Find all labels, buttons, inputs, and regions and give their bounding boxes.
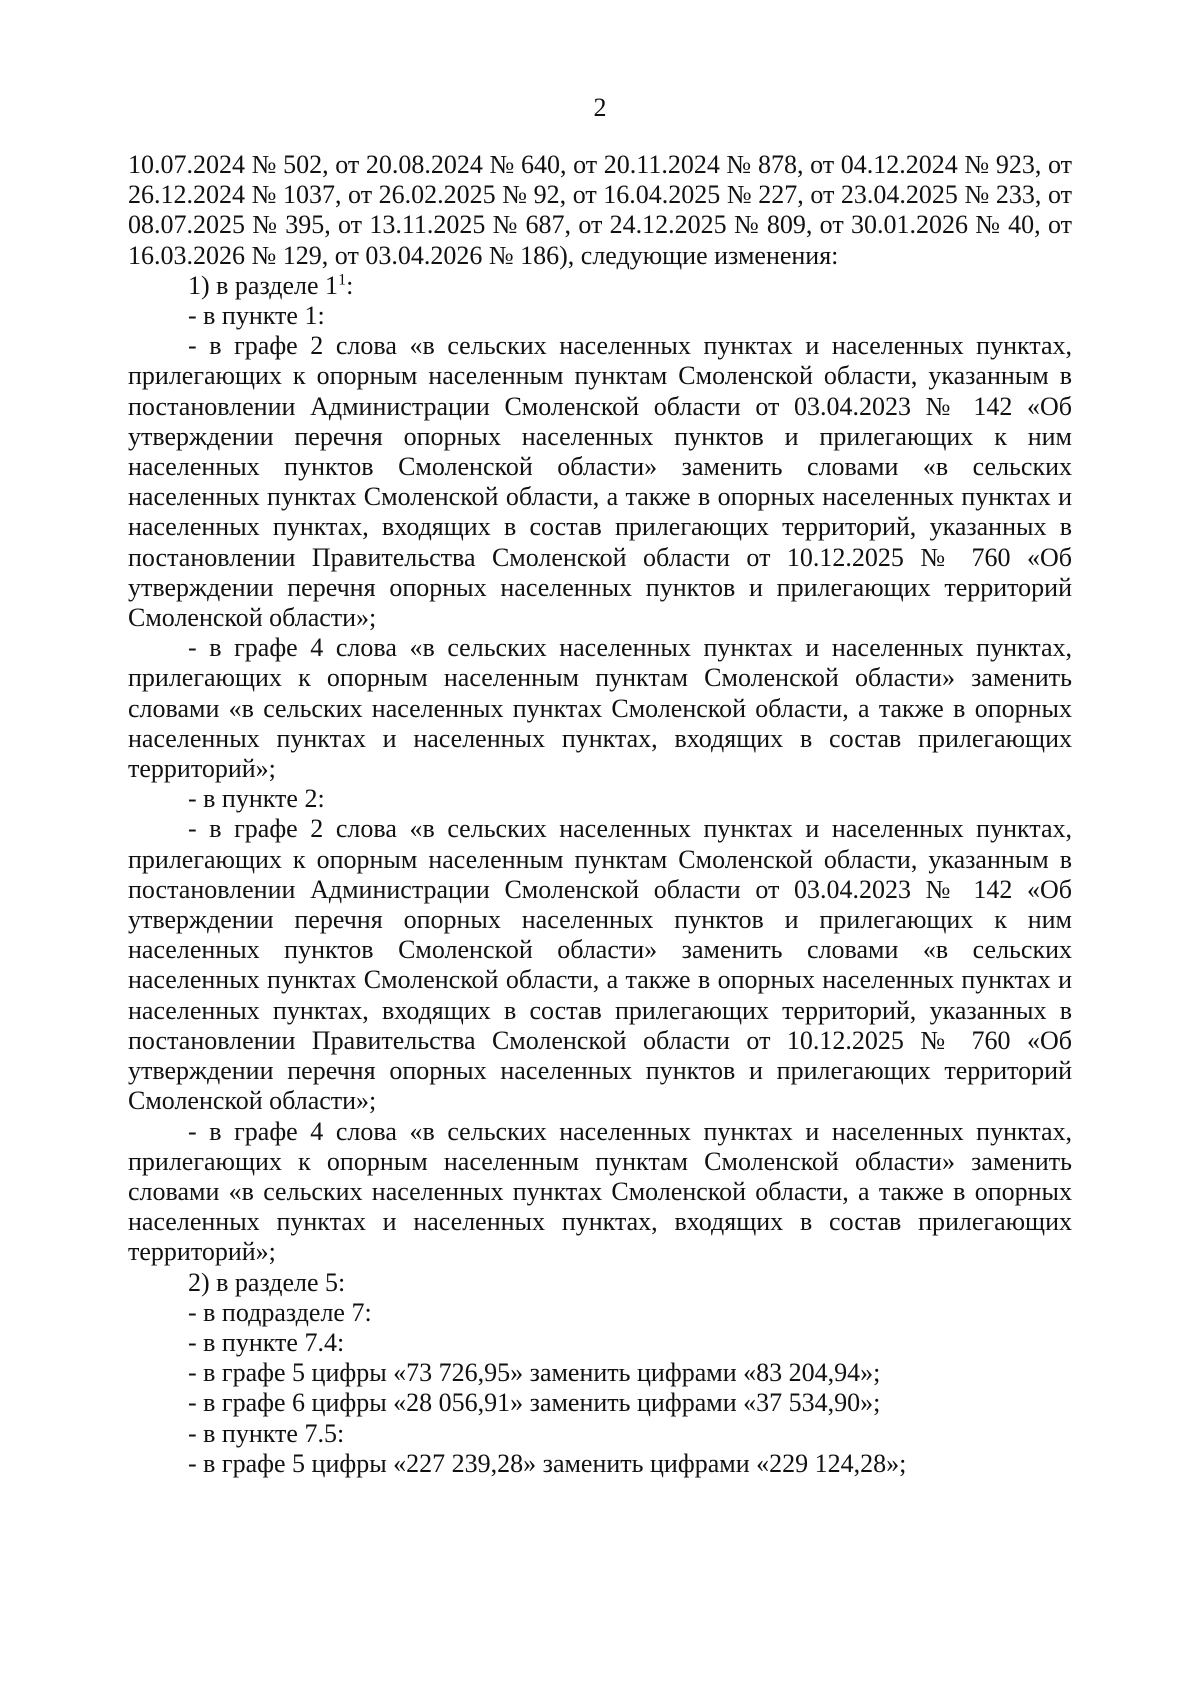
paragraph: - в графе 2 слова «в сельских населенных пунктах и населенных пунктах, прилегающих к опорным населенным пунктам Смоленской области, указанным в постановлении Администрации Смоленской области от 03.04.2023 № 142 «Об утверждении перечня опорных населенных пунктов и прилегающих к ним населенных пунктов Смоленской области» заменить словами «в сельских населенных пунктах Смоленской области, а также в опорных населенных пунктах и населенных пунктах, входящих в состав прилегающих территорий, указанных в постановлении Правительства Смоленской области от 10.12.2025 № 760 «Об утверждении перечня опорных населенных пунктов и прилегающих территорий Смоленской области»; — [128, 331, 1072, 633]
paragraph-section-1-heading — [128, 271, 1072, 301]
paragraph: - в графе 2 слова «в сельских населенных пунктах и населенных пунктах, прилегающих к опорным населенным пунктам Смоленской области, указанным в постановлении Администрации Смоленской области от 03.04.2023 № 142 «Об утверждении перечня опорных населенных пунктов и прилегающих к ним населенных пунктов Смоленской области» заменить словами «в сельских населенных пунктах Смоленской области, а также в опорных населенных пунктах и населенных пунктах, входящих в состав прилегающих территорий, указанных в постановлении Правительства Смоленской области от 10.12.2025 № 760 «Об утверждении перечня опорных населенных пунктов и прилегающих территорий Смоленской области»; — [128, 814, 1072, 1116]
paragraph: - в подразделе 7: — [188, 1297, 372, 1327]
paragraph: - в пункте 2: — [188, 784, 325, 814]
page-number: 2 — [593, 93, 607, 122]
paragraph: - в графе 4 слова «в сельских населенных пунктах и населенных пунктах, прилегающих к опорным населенным пунктам Смоленской области» заменить словами «в сельских населенных пунктах Смоленской области, а также в опорных населенных пунктах и населенных пунктах, входящих в состав прилегающих территорий»; — [128, 1116, 1072, 1267]
paragraph: - в графе 5 цифры «73 726,95» заменить цифрами «83 204,94»; — [188, 1358, 881, 1388]
paragraph: 2) в разделе 5: — [188, 1267, 346, 1297]
superscript: 1 — [338, 271, 347, 289]
paragraph: - в пункте 7.5: — [188, 1418, 345, 1448]
paragraph: - в графе 6 цифры «28 056,91» заменить цифрами «37 534,90»; — [188, 1388, 881, 1418]
paragraph: - в графе 4 слова «в сельских населенных пунктах и населенных пунктах, прилегающих к опорным населенным пунктам Смоленской области» заменить словами «в сельских населенных пунктах Смоленской области, а также в опорных населенных пунктах и населенных пунктах, входящих в состав прилегающих территорий»; — [128, 633, 1072, 784]
paragraph: - в пункте 7.4: — [188, 1327, 345, 1357]
paragraph-tail: : — [346, 270, 354, 300]
document-body — [128, 150, 1072, 1479]
paragraph-text: 1) в разделе 1 — [188, 270, 339, 300]
paragraph: - в графе 5 цифры «227 239,28» заменить цифрами «229 124,28»; — [188, 1448, 907, 1478]
paragraph: 10.07.2024 № 502, от 20.08.2024 № 640, от 20.11.2024 № 878, от 04.12.2024 № 923, от 26.12.2024 № 1037, от 26.02.2025 № 92, от 16.04.2025 № 227, от 23.04.2025 № 233, от 08.07.2025 № 395, от 13.11.2025 № 687, от 24.12.2025 № 809, от 30.01.2026 № 40, от 16.03.2026 № 129, от 03.04.2026 № 186), следующие изменения: — [128, 150, 1072, 270]
paragraph: - в пункте 1: — [188, 301, 325, 331]
